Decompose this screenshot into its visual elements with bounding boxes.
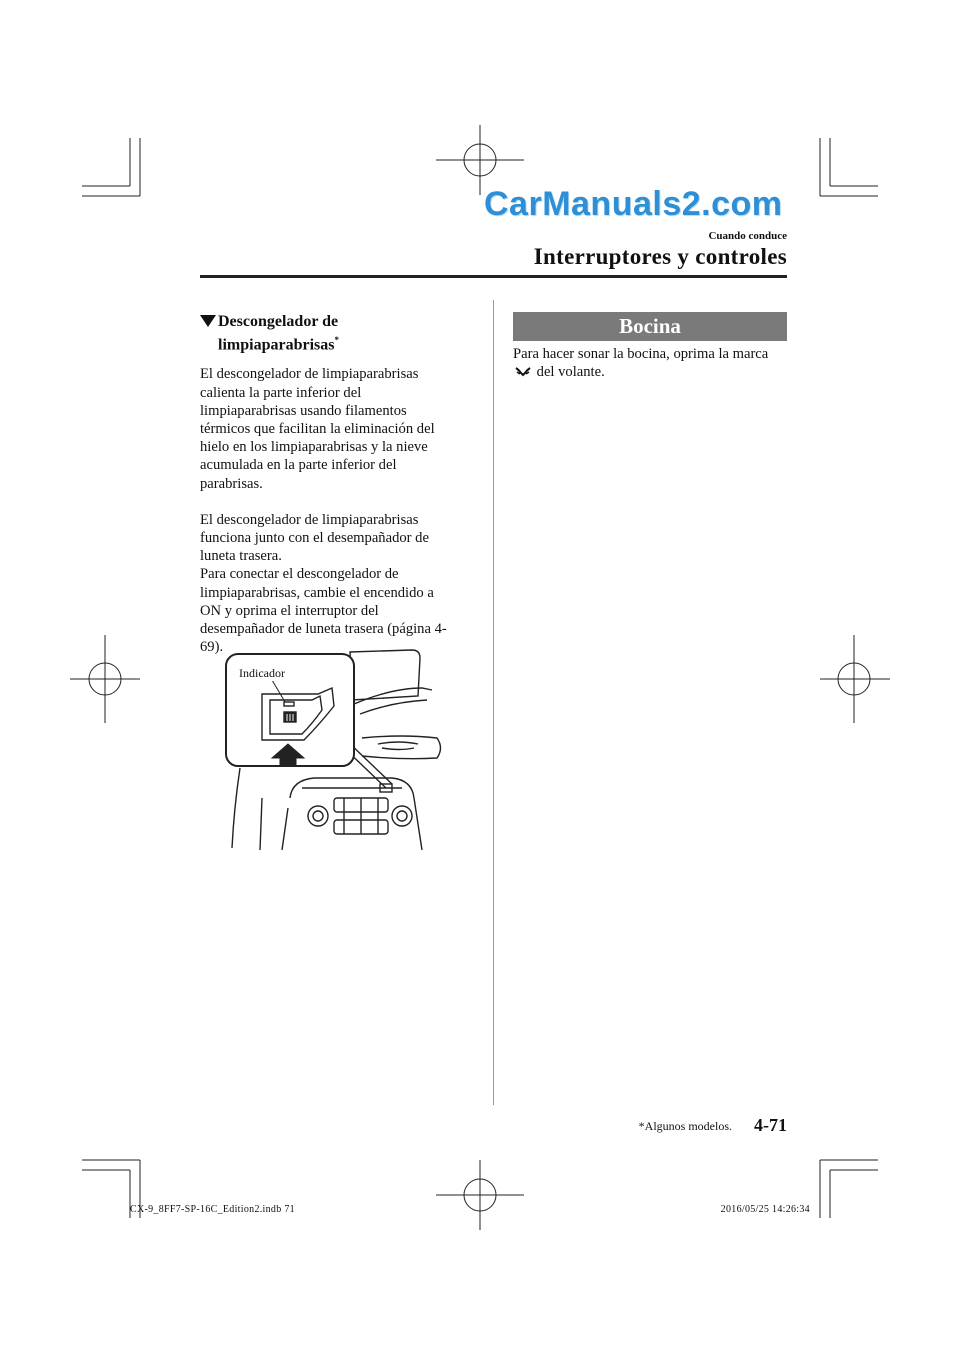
paragraph-instructions: Para conectar el descongelador de limpiaparabrisas, cambie el encendido a ON y oprima el interruptor del desempañador de luneta trasera (página 4-69). <box>200 566 447 656</box>
left-column <box>200 312 458 656</box>
paragraph-horn <box>513 345 787 381</box>
footnote: *Algunos modelos. <box>638 1119 732 1133</box>
right-column <box>513 312 787 381</box>
triangle-bullet-icon <box>200 315 216 327</box>
optional-star: * <box>334 335 339 345</box>
print-timestamp: 2016/05/25 14:26:34 <box>720 1204 810 1215</box>
horn-icon <box>515 366 531 378</box>
page-number: 4-71 <box>754 1115 787 1135</box>
subsection-heading <box>200 312 458 354</box>
page-title: Interruptores y controles <box>533 244 787 269</box>
heading-line-1: Descongelador de <box>218 313 339 330</box>
watermark-logo: CarManuals2.com <box>484 185 783 223</box>
horn-text-after: del volante. <box>536 364 605 381</box>
paragraph-description: El descongelador de limpiaparabrisas calienta la parte inferior del limpiaparabrisas usando filamentos térmicos que facilitan la eliminación del hielo en los limpiaparabrisas y la nieve acumulada en la parte inferior del parabrisas. <box>200 366 435 492</box>
print-filename: CX-9_8FF7-SP-16C_Edition2.indb 71 <box>130 1204 295 1215</box>
figure-label-indicator: Indicador <box>239 666 285 680</box>
paragraph-operation: El descongelador de limpiaparabrisas funciona junto con el desempañador de luneta trasera. <box>200 511 429 565</box>
horn-text-before: Para hacer sonar la bocina, oprima la marca <box>513 346 769 362</box>
heading-line-2: limpiaparabrisas <box>218 336 335 354</box>
section-heading-bocina: Bocina <box>513 312 787 341</box>
column-divider <box>493 300 494 1105</box>
header-rule <box>200 275 787 278</box>
section-label: Cuando conduce <box>708 230 787 242</box>
